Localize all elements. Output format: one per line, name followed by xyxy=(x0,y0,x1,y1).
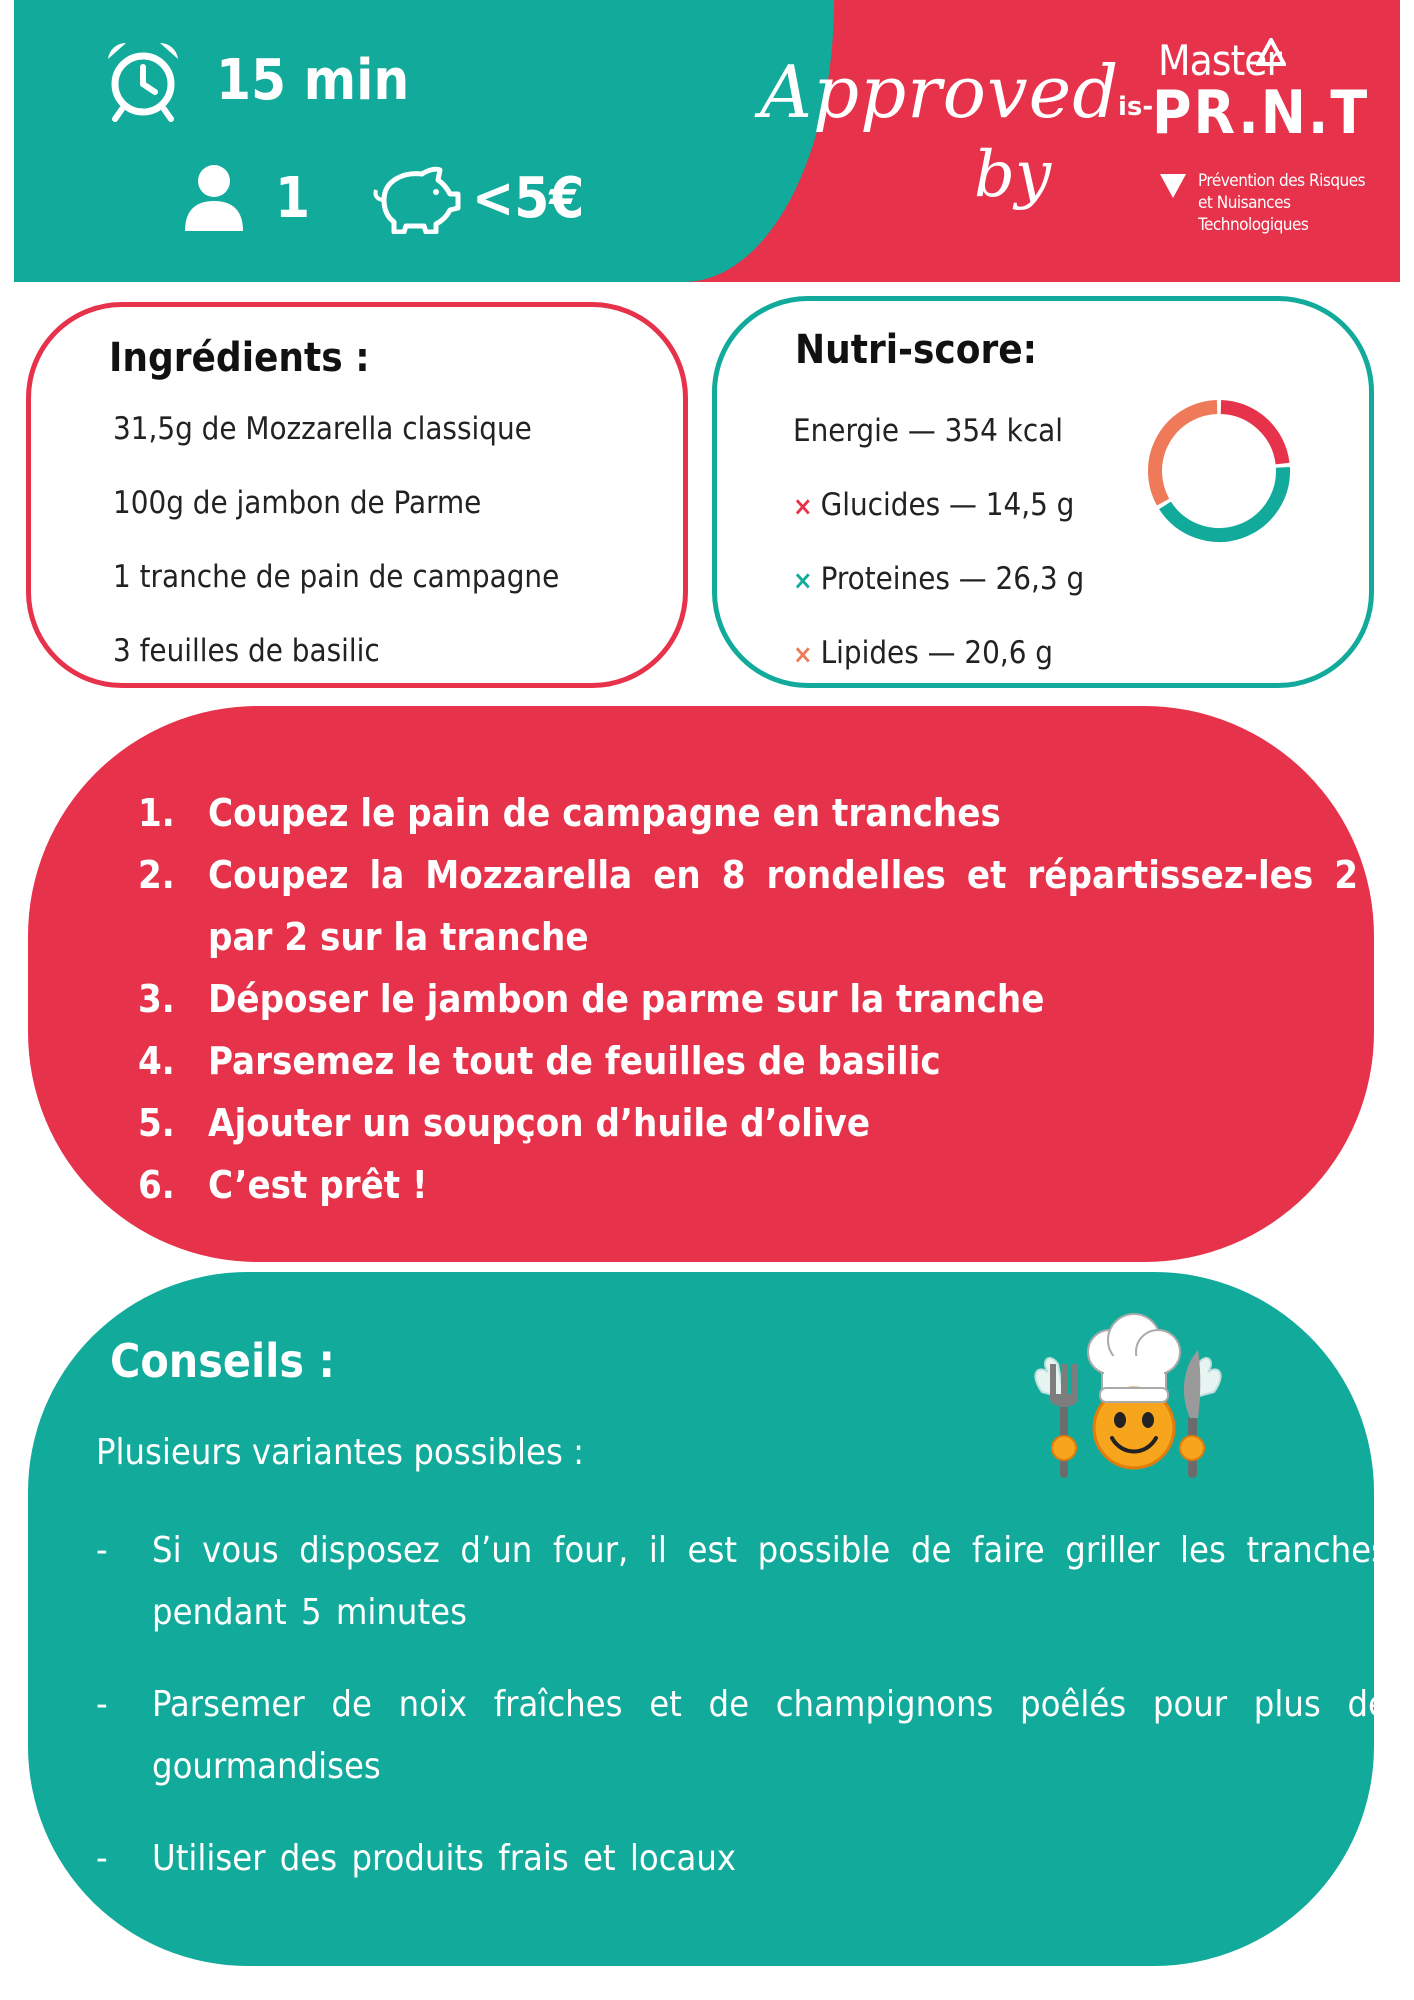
step-item xyxy=(138,782,1358,844)
nutrient-item xyxy=(793,635,1084,709)
nutrition-list xyxy=(793,413,1084,709)
donut-slice-2 xyxy=(1155,407,1217,502)
triangle-up-icon xyxy=(1256,38,1286,66)
ingredient-item: 3 feuilles de basilic xyxy=(113,633,380,669)
step-number: 6. xyxy=(138,1163,175,1207)
prep-time-value: 15 min xyxy=(216,47,410,113)
tip-text: Si vous disposez d’un four, il est possible de faire griller les tranches pendant 5 minutes xyxy=(152,1530,1388,1633)
alarm-clock-icon xyxy=(100,37,186,123)
tip-dash: - xyxy=(96,1530,108,1571)
energy-item xyxy=(793,413,1084,487)
step-number: 4. xyxy=(138,1039,175,1083)
tip-item xyxy=(96,1674,1388,1798)
glucides-label: Glucides — 14,5 g xyxy=(820,487,1075,523)
logo-prnt: PR.N.T xyxy=(1152,78,1370,148)
donut-slice-0 xyxy=(1221,407,1283,464)
step-item xyxy=(138,968,1358,1030)
steps-list xyxy=(138,782,1358,1216)
nutri-score-title: Nutri-score: xyxy=(795,327,1038,373)
ingredient-item: 100g de jambon de Parme xyxy=(113,485,482,521)
ingredients-list xyxy=(113,411,559,707)
step-text: Ajouter un soupçon d’huile d’olive xyxy=(208,1101,871,1145)
step-item xyxy=(138,1092,1358,1154)
step-number: 2. xyxy=(138,853,175,897)
energy-label: Energie — 354 kcal xyxy=(793,413,1064,449)
logo-is: is- xyxy=(1118,92,1154,122)
nutrient-item xyxy=(793,561,1084,635)
approved-by-label xyxy=(752,50,1120,240)
macro-donut-chart xyxy=(1139,391,1299,551)
step-text: Déposer le jambon de parme sur la tranche xyxy=(208,977,1045,1021)
lipides-marker-icon: × xyxy=(793,640,813,670)
step-number: 5. xyxy=(138,1101,175,1145)
step-item xyxy=(138,844,1358,968)
servings xyxy=(183,148,310,248)
logo-subtitle-line2: et Nuisances Technologiques xyxy=(1198,193,1309,235)
prep-time xyxy=(100,30,409,130)
tip-text: Utiliser des produits frais et locaux xyxy=(152,1838,737,1879)
tips-list xyxy=(96,1520,1388,1920)
tip-text: Parsemer de noix fraîches et de champignons poêlés pour plus de gourmandises xyxy=(152,1684,1388,1787)
tip-dash: - xyxy=(96,1838,108,1879)
glucides-marker-icon: × xyxy=(793,492,813,522)
step-item xyxy=(138,1030,1358,1092)
chef-smiley-icon xyxy=(1030,1306,1226,1486)
proteines-label: Proteines — 26,3 g xyxy=(820,561,1085,597)
step-text: C’est prêt ! xyxy=(208,1163,428,1207)
steps-panel xyxy=(28,706,1374,1262)
approved-text: Approved xyxy=(760,50,1120,134)
nutri-score-card xyxy=(712,296,1374,688)
proteines-marker-icon: × xyxy=(793,566,813,596)
ingredients-title: Ingrédients : xyxy=(109,335,370,381)
ingredient-item: 1 tranche de pain de campagne xyxy=(113,559,560,595)
ingredient-item: 31,5g de Mozzarella classique xyxy=(113,411,532,447)
logo-subtitle-line1: Prévention des Risques xyxy=(1198,171,1366,191)
master-isprnt-logo xyxy=(1118,30,1388,235)
logo-master: Master xyxy=(1158,36,1282,85)
logo-subtitle xyxy=(1198,170,1398,236)
lipides-label: Lipides — 20,6 g xyxy=(820,635,1054,671)
by-text: by xyxy=(974,138,1052,212)
step-number: 3. xyxy=(138,977,175,1021)
step-text: Coupez la Mozzarella en 8 rondelles et répartissez-les 2 par 2 sur la tranche xyxy=(208,853,1358,959)
nutrient-item xyxy=(793,487,1084,561)
person-icon xyxy=(183,163,245,233)
step-text: Parsemez le tout de feuilles de basilic xyxy=(208,1039,941,1083)
price xyxy=(370,148,584,248)
servings-value: 1 xyxy=(275,165,311,231)
price-value: <5€ xyxy=(472,165,585,231)
triangle-down-icon xyxy=(1158,172,1188,200)
tips-intro: Plusieurs variantes possibles : xyxy=(96,1432,585,1473)
tip-item xyxy=(96,1520,1388,1644)
tip-item xyxy=(96,1828,1388,1890)
ingredients-card xyxy=(26,302,688,688)
step-number: 1. xyxy=(138,791,175,835)
donut-slice-1 xyxy=(1165,467,1283,535)
tip-dash: - xyxy=(96,1684,108,1725)
step-text: Coupez le pain de campagne en tranches xyxy=(208,791,1001,835)
tips-title: Conseils : xyxy=(110,1334,335,1388)
step-item xyxy=(138,1154,1358,1216)
piggy-bank-icon xyxy=(370,162,466,234)
